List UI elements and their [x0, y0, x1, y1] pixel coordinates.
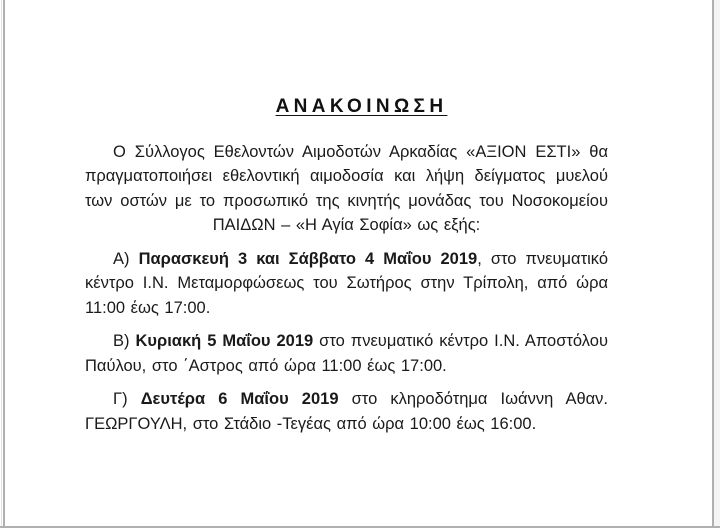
paragraph-intro: Ο Σύλλογος Εθελοντών Αιμοδοτών Αρκαδίας «ΑΞΙΟΝ ΕΣΤΙ» θα πραγματοποιήσει εθελοντική αιμοδοσία και λήψη δείγματος μυελού των οστών με το προσωπικό της κινητής μονάδας του Νοσοκομείου ΠΑΙΔΩΝ – «Η Αγία Σοφία» ως εξής: — [85, 142, 608, 234]
page-edge-right-strip — [714, 0, 720, 528]
paragraph-item-c: Γ) Δευτέρα 6 Μαΐου 2019 στο κληροδότημα Ιωάννη Αθαν. ΓΕΩΡΓΟΥΛΗ, στο Στάδιο -Τεγέας από ώρα 10:00 έως 16:00. — [85, 390, 608, 433]
document-title: ΑΝΑΚΟΙΝΩΣΗ — [275, 96, 448, 117]
page-edge-left-line — [3, 0, 5, 528]
document-content — [85, 95, 608, 445]
paragraph-item-a: Α) Παρασκευή 3 και Σάββατο 4 Μαΐου 2019, στο πνευματικό κέντρο Ι.Ν. Μεταμορφώσεως του Σωτήρος στην Τρίπολη, από ώρα 11:00 έως 17:00. — [85, 249, 609, 317]
paragraph-item-b: Β) Κυριακή 5 Μαΐου 2019 στο πνευματικό κέντρο Ι.Ν. Αποστόλου Παύλου, στο ΄Αστρος από ώρα 11:00 έως 17:00. — [85, 332, 608, 375]
page-edge-left-faint-line — [1, 0, 2, 528]
